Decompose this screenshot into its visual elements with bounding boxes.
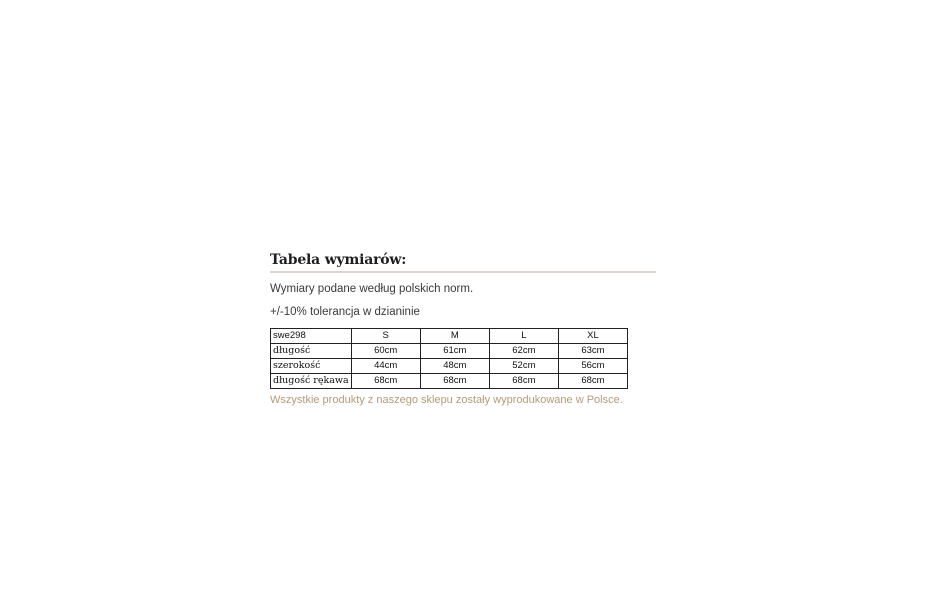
table-row bbox=[271, 344, 628, 359]
table-row-label: szerokość bbox=[271, 359, 352, 374]
table-header-cell: L bbox=[489, 329, 558, 344]
table-row bbox=[271, 359, 628, 374]
table-cell: 62cm bbox=[489, 344, 558, 359]
made-in-poland-note: Wszystkie produkty z naszego sklepu zostały wyprodukowane w Polsce. bbox=[270, 394, 623, 406]
table-header-row bbox=[271, 329, 628, 344]
table-cell: 68cm bbox=[558, 374, 627, 389]
table-header-cell: swe298 bbox=[271, 329, 352, 344]
table-cell: 63cm bbox=[558, 344, 627, 359]
table-row-label: długość bbox=[271, 344, 352, 359]
title-divider bbox=[270, 271, 656, 273]
table-cell: 52cm bbox=[489, 359, 558, 374]
norms-paragraph: Wymiary podane według polskich norm. bbox=[270, 283, 474, 295]
size-chart-section bbox=[270, 252, 656, 406]
section-title: Tabela wymiarów: bbox=[270, 252, 407, 268]
table-cell: 44cm bbox=[351, 359, 420, 374]
table-header-cell: M bbox=[420, 329, 489, 344]
table-cell: 68cm bbox=[420, 374, 489, 389]
table-cell: 61cm bbox=[420, 344, 489, 359]
table-header-cell: S bbox=[351, 329, 420, 344]
table-row bbox=[271, 374, 628, 389]
table-cell: 68cm bbox=[351, 374, 420, 389]
size-table bbox=[270, 328, 628, 389]
table-cell: 60cm bbox=[351, 344, 420, 359]
table-cell: 48cm bbox=[420, 359, 489, 374]
table-row-label: długość rękawa bbox=[271, 374, 352, 389]
table-header-cell: XL bbox=[558, 329, 627, 344]
table-cell: 68cm bbox=[489, 374, 558, 389]
table-cell: 56cm bbox=[558, 359, 627, 374]
tolerance-paragraph: +/-10% tolerancja w dzianinie bbox=[270, 306, 420, 318]
